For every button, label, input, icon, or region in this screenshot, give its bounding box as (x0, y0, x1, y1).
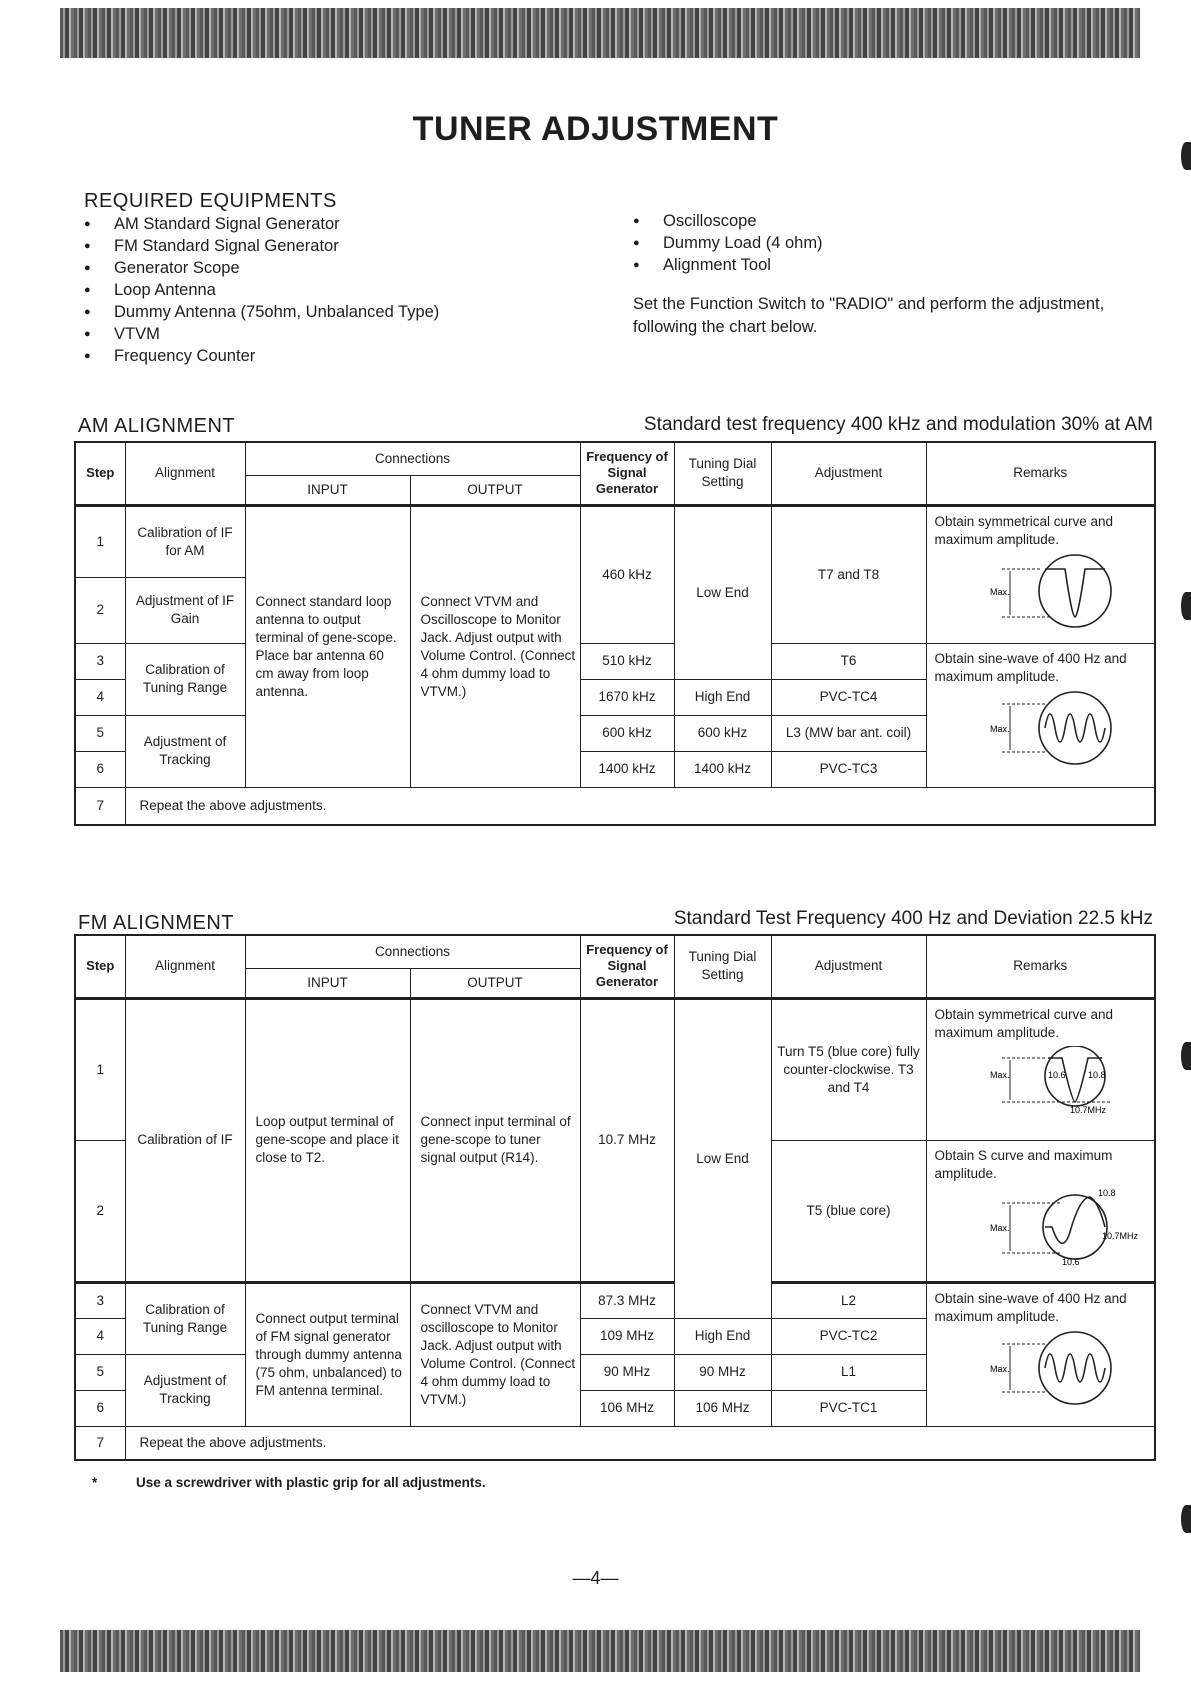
tuning-cell: High End (674, 679, 771, 715)
list-item: ● Dummy Load (4 ohm) (633, 232, 823, 254)
header-step: Step (75, 442, 125, 505)
list-item: ● AM Standard Signal Generator (84, 213, 439, 235)
scan-noise-bottom (60, 1630, 1140, 1672)
remarks-cell (926, 1282, 1155, 1426)
freq-label-low: 10.6 (1061, 1256, 1080, 1267)
frequency-cell: 1670 kHz (580, 679, 674, 715)
freq-label-low: 10.6 (1047, 1069, 1066, 1080)
step-cell: 3 (75, 643, 125, 679)
page-number: —4— (572, 1568, 619, 1588)
symmetrical-curve-icon (990, 553, 1120, 629)
remarks-text: Obtain sine-wave of 400 Hz and maximum amplitude. (934, 1290, 1127, 1324)
step-cell: 2 (75, 577, 125, 643)
fm-heading: FM ALIGNMENT (78, 912, 235, 934)
header-tuning: Tuning Dial Setting (674, 442, 771, 505)
output-cell: Connect VTVM and Oscilloscope to Monitor Jack. Adjust output with Volume Control. (Connect 4 ohm dummy load to VTVM.) (410, 505, 580, 787)
alignment-cell: Adjustment of IF Gain (125, 577, 245, 643)
frequency-cell: 600 kHz (580, 715, 674, 751)
list-item: ● Oscilloscope (633, 210, 823, 232)
input-cell: Connect output terminal of FM signal generator through dummy antenna (75 ohm, unbalanced) to FM antenna terminal. (245, 1282, 410, 1426)
freq-label-center: 10.7MHz (1069, 1104, 1106, 1115)
input-cell: Loop output terminal of gene-scope and place it close to T2. (245, 998, 410, 1282)
repeat-cell: Repeat the above adjustments. (125, 1426, 1155, 1460)
required-list-left (84, 213, 439, 367)
header-adjustment: Adjustment (771, 442, 926, 505)
tuning-cell: 600 kHz (674, 715, 771, 751)
step-cell: 2 (75, 1140, 125, 1282)
adjustment-cell: L3 (MW bar ant. coil) (771, 715, 926, 751)
remarks-text: Obtain sine-wave of 400 Hz and maximum amplitude. (934, 650, 1127, 684)
adjustment-cell: T6 (771, 643, 926, 679)
tuning-cell: 106 MHz (674, 1390, 771, 1426)
alignment-cell: Adjustment of Tracking (125, 715, 245, 787)
repeat-cell: Repeat the above adjustments. (125, 787, 1155, 825)
max-label: Max. (989, 1222, 1010, 1233)
page-title: TUNER ADJUSTMENT (412, 110, 779, 148)
scan-noise-top (60, 8, 1140, 58)
header-step: Step (75, 935, 125, 998)
input-cell: Connect standard loop antenna to output terminal of gene-scope. Place bar antenna 60 cm away from loop antenna. (245, 505, 410, 787)
sine-wave-icon (990, 690, 1120, 766)
step-cell: 7 (75, 787, 125, 825)
remarks-cell (926, 643, 1155, 787)
frequency-cell: 90 MHz (580, 1354, 674, 1390)
freq-label-high: 10.8 (1087, 1069, 1106, 1080)
list-item: ● Alignment Tool (633, 254, 823, 276)
adjustment-cell: T7 and T8 (771, 505, 926, 643)
adjustment-cell: PVC-TC4 (771, 679, 926, 715)
remarks-cell (926, 505, 1155, 643)
header-connections: Connections (245, 935, 580, 968)
step-cell: 6 (75, 751, 125, 787)
header-alignment: Alignment (125, 442, 245, 505)
header-output: OUTPUT (410, 968, 580, 998)
adjustment-cell: PVC-TC2 (771, 1318, 926, 1354)
output-cell: Connect VTVM and oscilloscope to Monitor Jack. Adjust output with Volume Control. (Connect 4 ohm dummy load to VTVM.) (410, 1282, 580, 1426)
list-item: ● VTVM (84, 323, 439, 345)
step-cell: 4 (75, 1318, 125, 1354)
alignment-cell: Adjustment of Tracking (125, 1354, 245, 1426)
alignment-cell: Calibration of Tuning Range (125, 1282, 245, 1354)
max-label: Max. (989, 586, 1010, 597)
step-cell: 4 (75, 679, 125, 715)
step-cell: 1 (75, 998, 125, 1140)
frequency-cell: 87.3 MHz (580, 1282, 674, 1318)
step-cell: 7 (75, 1426, 125, 1460)
step-cell: 3 (75, 1282, 125, 1318)
remarks-cell (926, 998, 1155, 1140)
header-output: OUTPUT (410, 475, 580, 505)
list-item: ● Dummy Antenna (75ohm, Unbalanced Type) (84, 301, 439, 323)
freq-label-center: 10.7MHz (1101, 1230, 1138, 1241)
binder-mark (1181, 1042, 1191, 1070)
header-input: INPUT (245, 968, 410, 998)
list-item: ● Frequency Counter (84, 345, 439, 367)
step-cell: 1 (75, 505, 125, 577)
binder-mark (1181, 592, 1191, 620)
list-item: ● FM Standard Signal Generator (84, 235, 439, 257)
s-curve-icon (990, 1187, 1140, 1267)
frequency-cell: 10.7 MHz (580, 998, 674, 1282)
header-input: INPUT (245, 475, 410, 505)
adjustment-cell: PVC-TC1 (771, 1390, 926, 1426)
max-label: Max. (989, 723, 1010, 734)
am-standard: Standard test frequency 400 kHz and modulation 30% at AM (643, 414, 1153, 435)
fm-standard: Standard Test Frequency 400 Hz and Deviation 22.5 kHz (673, 908, 1153, 929)
adjustment-cell: PVC-TC3 (771, 751, 926, 787)
frequency-cell: 109 MHz (580, 1318, 674, 1354)
tuning-cell: Low End (674, 505, 771, 679)
header-remarks: Remarks (926, 935, 1155, 998)
header-remarks: Remarks (926, 442, 1155, 505)
alignment-cell: Calibration of IF (125, 998, 245, 1282)
list-item: ● Loop Antenna (84, 279, 439, 301)
adjustment-cell: Turn T5 (blue core) fully counter-clockwise. T3 and T4 (771, 998, 926, 1140)
frequency-cell: 460 kHz (580, 505, 674, 643)
am-heading: AM ALIGNMENT (78, 415, 236, 437)
required-heading: REQUIRED EQUIPMENTS (84, 190, 337, 212)
adjustment-cell: T5 (blue core) (771, 1140, 926, 1282)
remarks-text: Obtain symmetrical curve and maximum amplitude. (934, 1006, 1114, 1040)
header-frequency: Frequency of Signal Generator (580, 442, 674, 505)
header-frequency: Frequency of Signal Generator (580, 935, 674, 998)
remarks-text: Obtain S curve and maximum amplitude. (934, 1147, 1113, 1181)
tuning-cell: High End (674, 1318, 771, 1354)
frequency-cell: 510 kHz (580, 643, 674, 679)
adjustment-cell: L2 (771, 1282, 926, 1318)
alignment-cell: Calibration of IF for AM (125, 505, 245, 577)
tuning-cell: 90 MHz (674, 1354, 771, 1390)
am-alignment-table (74, 441, 1156, 826)
header-alignment: Alignment (125, 935, 245, 998)
step-cell: 6 (75, 1390, 125, 1426)
footnote (92, 1475, 486, 1490)
tuning-cell: Low End (674, 998, 771, 1318)
header-tuning: Tuning Dial Setting (674, 935, 771, 998)
step-cell: 5 (75, 1354, 125, 1390)
required-list-right (633, 210, 823, 276)
binder-mark (1181, 1505, 1191, 1533)
function-switch-note: Set the Function Switch to "RADIO" and perform the adjustment, following the chart below. (633, 295, 1105, 336)
alignment-cell: Calibration of Tuning Range (125, 643, 245, 715)
frequency-cell: 106 MHz (580, 1390, 674, 1426)
footnote-star: * (92, 1475, 98, 1490)
adjustment-cell: L1 (771, 1354, 926, 1390)
symmetrical-curve-icon (990, 1046, 1140, 1116)
remarks-text: Obtain symmetrical curve and maximum amplitude. (934, 513, 1114, 547)
footnote-text: Use a screwdriver with plastic grip for all adjustments. (136, 1475, 486, 1490)
max-label: Max. (989, 1069, 1010, 1080)
output-cell: Connect input terminal of gene-scope to tuner signal output (R14). (410, 998, 580, 1282)
frequency-cell: 1400 kHz (580, 751, 674, 787)
freq-label-high: 10.8 (1097, 1187, 1116, 1198)
sine-wave-icon (990, 1330, 1120, 1406)
list-item: ● Generator Scope (84, 257, 439, 279)
tuning-cell: 1400 kHz (674, 751, 771, 787)
fm-alignment-table (74, 934, 1156, 1461)
header-connections: Connections (245, 442, 580, 475)
remarks-cell (926, 1140, 1155, 1282)
header-adjustment: Adjustment (771, 935, 926, 998)
step-cell: 5 (75, 715, 125, 751)
max-label: Max. (989, 1363, 1010, 1374)
